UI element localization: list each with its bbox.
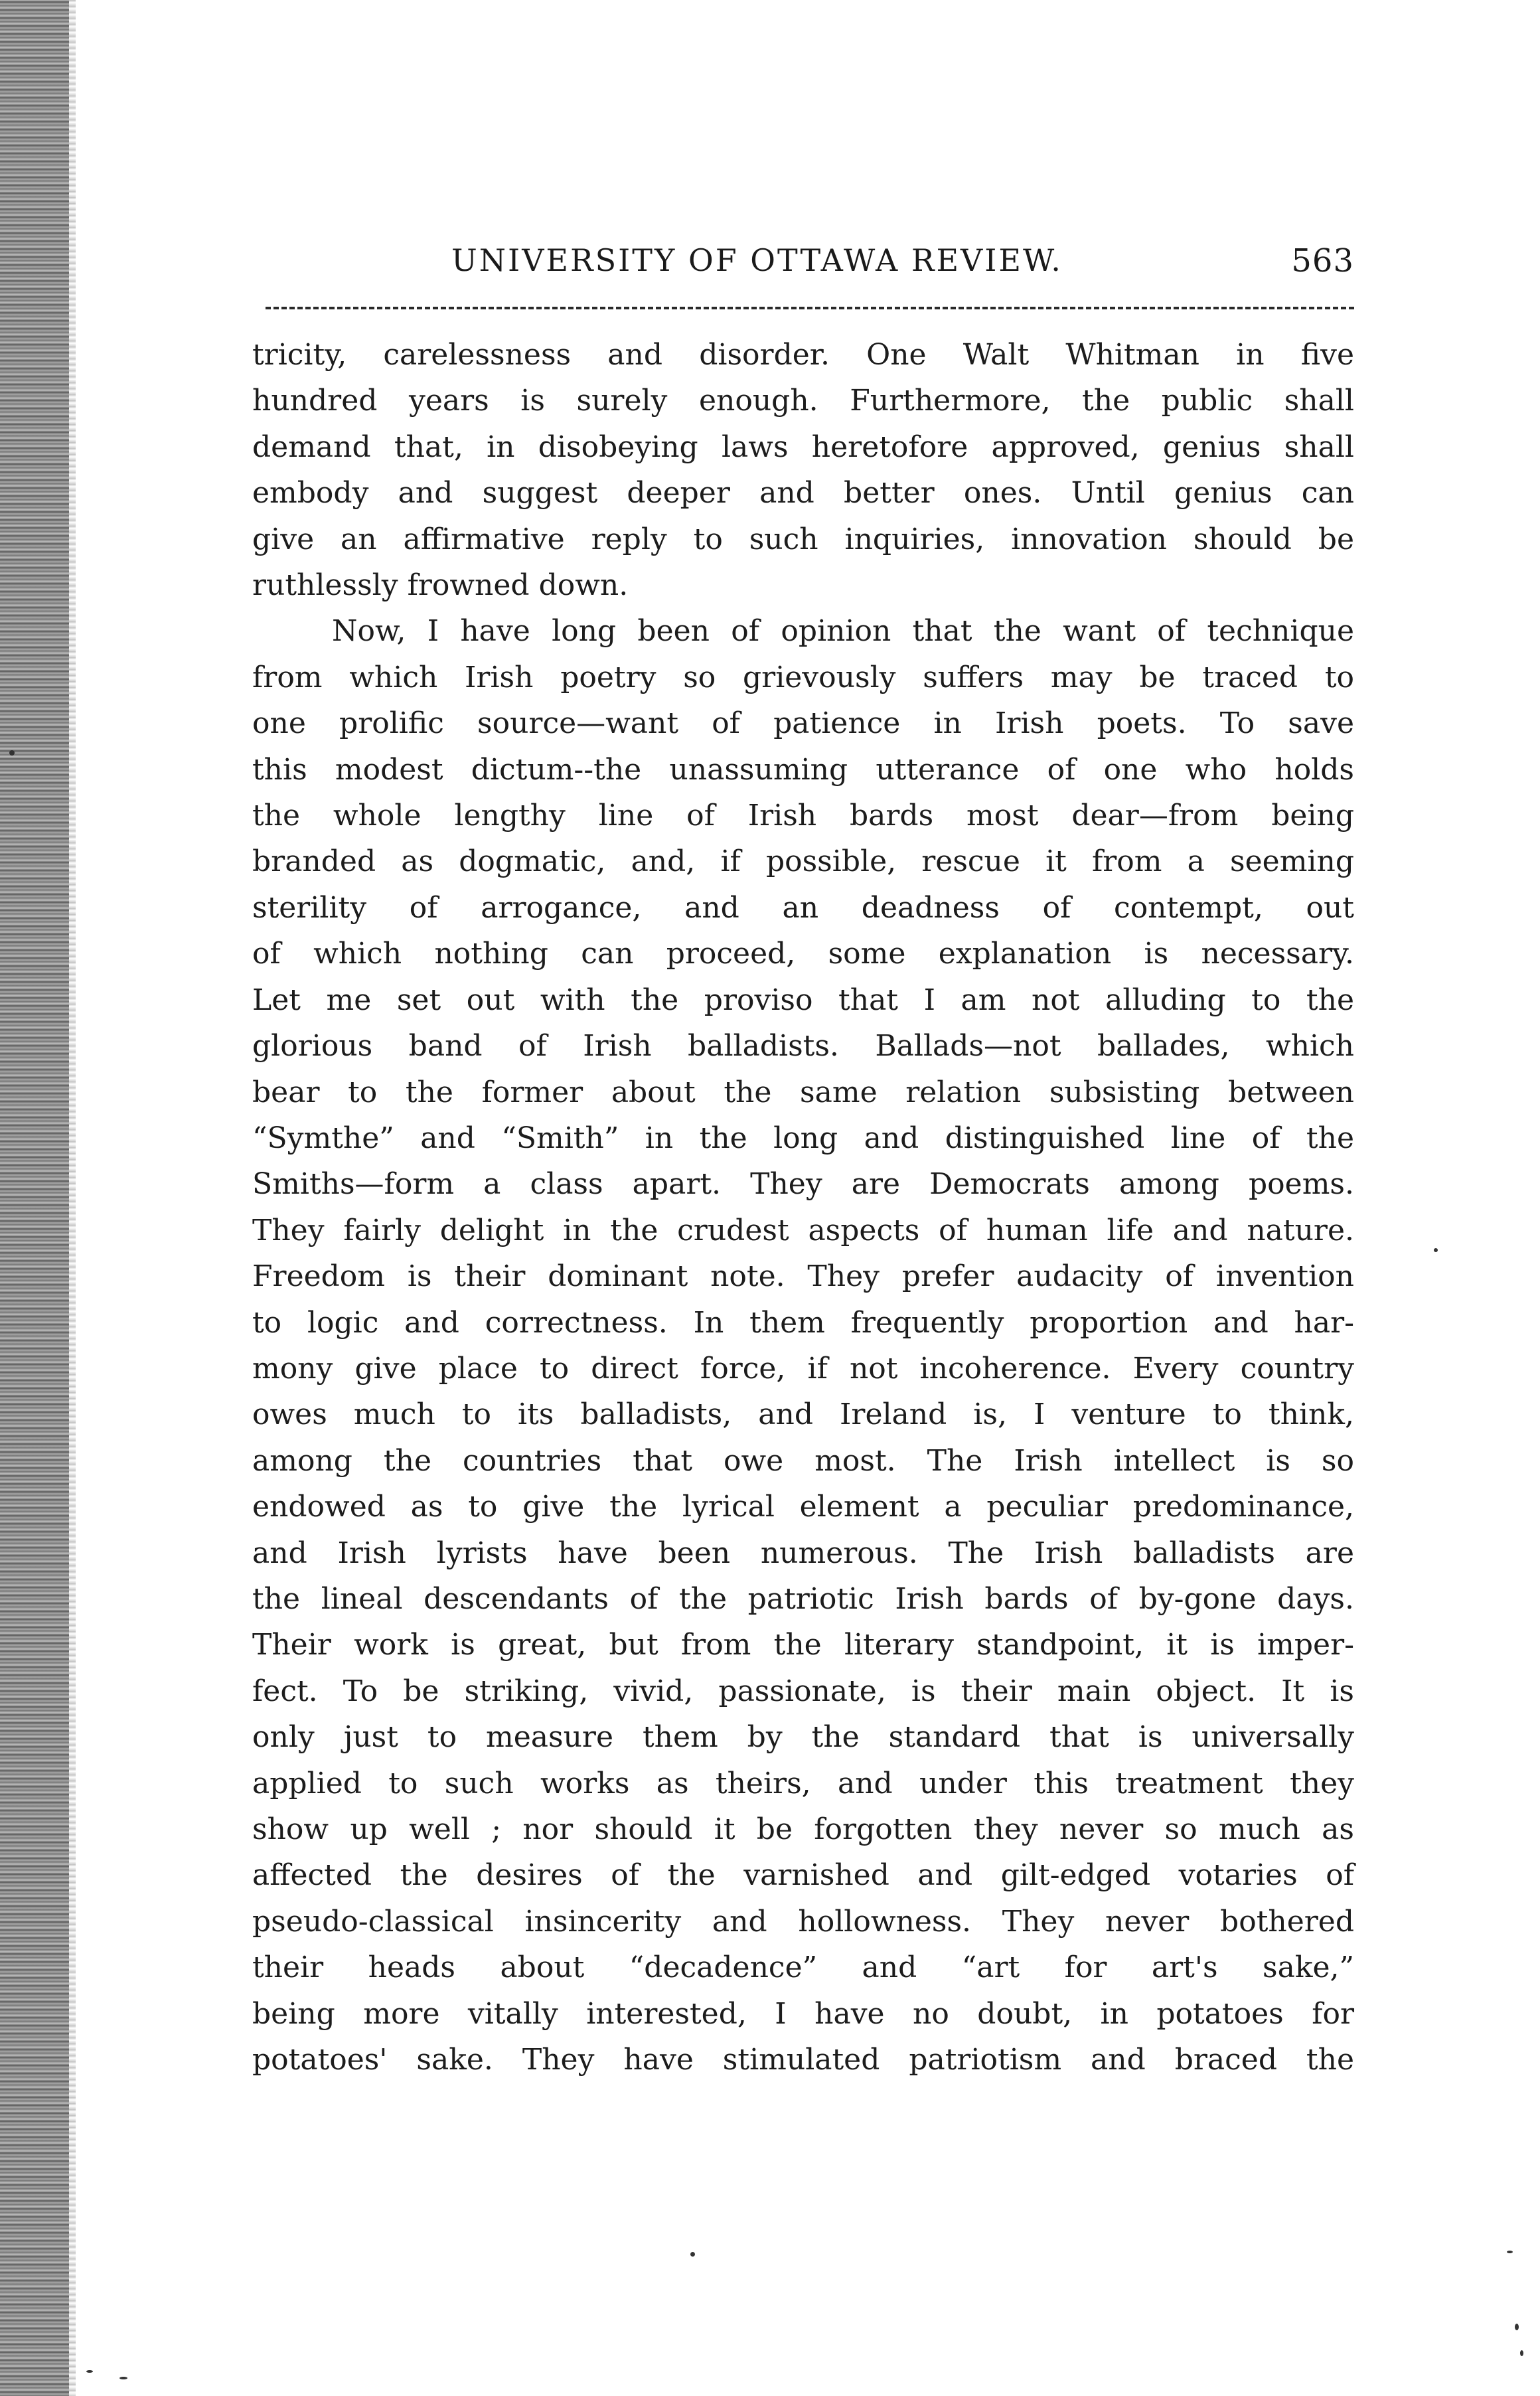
text-line: hundred years is surely enough. Furthermore, the public shall <box>252 384 1354 418</box>
text-line: Freedom is their dominant note. They prefer audacity of invention <box>252 1259 1354 1294</box>
text-line: Smiths—form a class apart. They are Democrats among poems. <box>252 1167 1354 1202</box>
text-line: being more vitally interested, I have no doubt, in potatoes for <box>252 1996 1354 2031</box>
text-line: demand that, in disobeying laws heretofore approved, genius shall <box>252 430 1354 464</box>
paragraph <box>252 608 1354 2083</box>
text-line: Their work is great, but from the literary standpoint, it is imper- <box>252 1628 1354 1662</box>
text-line: Let me set out with the proviso that I am not alluding to the <box>252 983 1354 1017</box>
body-text <box>252 332 1354 2083</box>
page-number: 563 <box>1291 242 1354 280</box>
text-line: bear to the former about the same relation subsisting between <box>252 1075 1354 1109</box>
text-line: applied to such works as theirs, and under this treatment they <box>252 1766 1354 1800</box>
text-line: endowed as to give the lyrical element a peculiar predominance, <box>252 1490 1354 1524</box>
paragraph <box>252 332 1354 608</box>
text-line: pseudo-classical insincerity and hollowness. They never bothered <box>252 1904 1354 1939</box>
text-line: sterility of arrogance, and an deadness of contempt, out <box>252 890 1354 925</box>
text-line: show up well ; nor should it be forgotten they never so much as <box>252 1812 1354 1846</box>
text-line: glorious band of Irish balladists. Ballads—not ballades, which <box>252 1029 1354 1064</box>
text-line: ruthlessly frowned down. <box>252 568 629 603</box>
text-line: among the countries that owe most. The Irish intellect is so <box>252 1443 1354 1478</box>
text-line: give an affirmative reply to such inquiries, innovation should be <box>252 522 1354 556</box>
text-line: to logic and correctness. In them frequently proportion and har- <box>252 1305 1354 1340</box>
text-line: potatoes' sake. They have stimulated patriotism and braced the <box>252 2043 1354 2077</box>
text-line: owes much to its balladists, and Ireland is, I venture to think, <box>252 1398 1354 1432</box>
running-header <box>252 242 1354 295</box>
text-line: They fairly delight in the crudest aspects of human life and nature. <box>252 1213 1354 1247</box>
text-line: this modest dictum--the unassuming utterance of one who holds <box>252 752 1354 787</box>
text-line: of which nothing can proceed, some explanation is necessary. <box>252 937 1354 971</box>
text-line: their heads about “decadence” and “art for art's sake,” <box>252 1951 1354 1985</box>
header-rule <box>266 307 1354 309</box>
text-line: “Symthe” and “Smith” in the long and distinguished line of the <box>252 1121 1354 1155</box>
text-line: from which Irish poetry so grievously suffers may be traced to <box>252 660 1354 694</box>
scan-binding-edge <box>0 0 74 2396</box>
text-line: affected the desires of the varnished and gilt-edged votaries of <box>252 1858 1354 1893</box>
text-line: fect. To be striking, vivid, passionate, is their main object. It is <box>252 1674 1354 1708</box>
text-line: the whole lengthy line of Irish bards most dear—from being <box>252 799 1354 833</box>
text-line: the lineal descendants of the patriotic Irish bards of by-gone days. <box>252 1581 1354 1616</box>
text-line: one prolific source—want of patience in Irish poets. To save <box>252 706 1354 741</box>
text-line: embody and suggest deeper and better ones. Until genius can <box>252 476 1354 511</box>
text-line: Now, I have long been of opinion that the want of technique <box>332 614 1354 649</box>
text-line: tricity, carelessness and disorder. One Walt Whitman in five <box>252 338 1354 372</box>
text-line: mony give place to direct force, if not incoherence. Every country <box>252 1351 1354 1386</box>
text-line: and Irish lyrists have been numerous. The Irish balladists are <box>252 1536 1354 1570</box>
text-line: only just to measure them by the standard that is universally <box>252 1720 1354 1755</box>
scan-binding-highlight <box>69 0 76 2396</box>
running-title: UNIVERSITY OF OTTAWA REVIEW. <box>451 242 1063 278</box>
text-line: branded as dogmatic, and, if possible, rescue it from a seeming <box>252 844 1354 879</box>
